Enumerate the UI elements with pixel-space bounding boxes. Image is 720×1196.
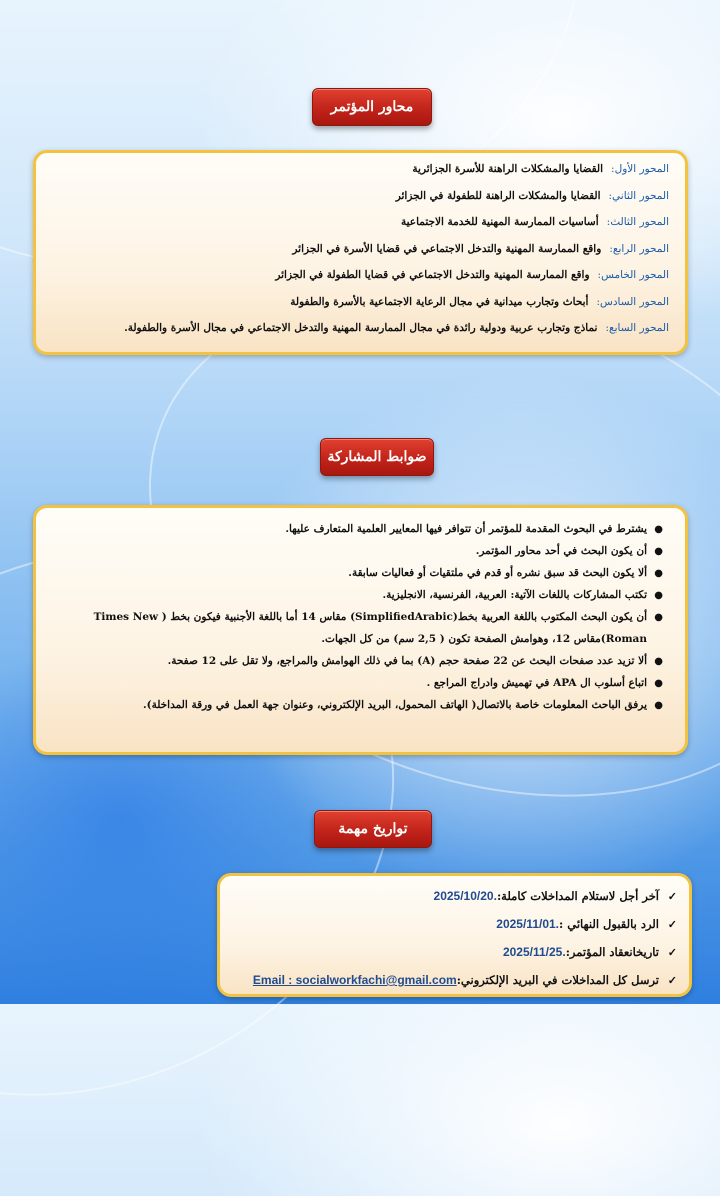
axis-label: المحور الأول: xyxy=(611,163,669,175)
rule-item xyxy=(50,518,667,540)
rule-item xyxy=(50,672,667,694)
axis-label: المحور الثالث: xyxy=(606,216,669,228)
bullet-icon: ● xyxy=(654,678,663,689)
axis-row xyxy=(48,268,669,295)
axis-label: المحور الثاني: xyxy=(608,189,669,202)
checkmark-icon: ✓ xyxy=(667,889,677,903)
rule-text: ألا تزيد عدد صفحات البحث عن 22 صفحة حجم (A) بما في ذلك الهوامش والمراجع، ولا تقل على 12 صفحة. xyxy=(167,655,647,667)
rule-item xyxy=(50,584,667,606)
dates-section-title xyxy=(314,810,432,848)
axis-row xyxy=(48,242,669,269)
date-label: الرد بالقبول النهائي : xyxy=(559,917,659,931)
axis-label: المحور السادس: xyxy=(596,295,669,308)
axis-text: واقع الممارسة المهنية والتدخل الاجتماعي في قضايا الطفولة في الجزائر xyxy=(275,269,590,281)
dates-title-text: تواريخ مهمة xyxy=(338,821,408,837)
rules-section-title xyxy=(320,438,434,476)
axis-text: القضايا والمشكلات الراهنة للطفولة في الجزائر xyxy=(395,189,601,202)
rule-text: ألا يكون البحث قد سبق نشره أو قدم في ملتقيات أو فعاليات سابقة. xyxy=(348,567,647,579)
date-row xyxy=(230,938,677,966)
axes-list xyxy=(48,162,669,348)
rules-title-text: ضوابط المشاركة xyxy=(327,449,427,465)
checkmark-icon: ✓ xyxy=(667,973,677,987)
date-label: ترسل كل المداخلات في البريد الإلكتروني: xyxy=(456,973,659,987)
rule-item xyxy=(50,694,667,718)
axis-label: المحور السابع: xyxy=(605,322,669,334)
rules-panel xyxy=(33,505,688,755)
date-value: 2025/11/25. xyxy=(502,945,566,959)
axis-label: المحور الرابع: xyxy=(609,242,669,255)
rule-text: يرفق الباحث المعلومات خاصة بالاتصال( الهاتف المحمول، البريد الإلكتروني، وعنوان جهة العمل في ورقة المداخلة). xyxy=(142,699,647,711)
date-value: 2025/10/20. xyxy=(433,889,497,903)
date-value: 2025/11/01. xyxy=(496,917,560,931)
rule-text: أن يكون البحث المكتوب باللغة العربية بخط(SimplifiedArabic) مقاس 14 أما باللغة الأجنبية فيكون بخط ( Times New Roman)مقاس 12، وهوامش الصفحة تكون ( 2,5 سم) من كل الجهات. xyxy=(93,611,647,645)
bullet-icon: ● xyxy=(654,700,663,711)
axis-row xyxy=(48,215,669,242)
bullet-icon: ● xyxy=(654,590,663,601)
checkmark-icon: ✓ xyxy=(667,945,677,959)
axis-label: المحور الخامس: xyxy=(597,269,669,281)
axis-text: واقع الممارسة المهنية والتدخل الاجتماعي في قضايا الأسرة في الجزائر xyxy=(292,242,602,255)
checkmark-icon: ✓ xyxy=(667,917,677,931)
axes-title-text: محاور المؤتمر xyxy=(330,99,414,115)
date-row xyxy=(230,910,677,938)
rule-text: اتباع أسلوب ال APA في تهميش وادراج المراجع . xyxy=(426,677,647,689)
axis-row xyxy=(48,295,669,322)
dates-list xyxy=(230,882,677,994)
bullet-icon: ● xyxy=(654,546,663,557)
rule-item xyxy=(50,562,667,584)
rule-item xyxy=(50,540,667,562)
date-row xyxy=(230,966,677,994)
date-label: آخر أجل لاستلام المداخلات كاملة: xyxy=(496,889,659,903)
rule-text: تكتب المشاركات باللغات الآتية: العربية، الفرنسية، الانجليزية. xyxy=(382,589,647,601)
date-row xyxy=(230,882,677,910)
bullet-icon: ● xyxy=(654,524,663,535)
rule-item xyxy=(50,650,667,672)
axis-text: أبحاث وتجارب ميدانية في مجال الرعاية الاجتماعية بالأسرة والطفولة xyxy=(290,295,589,308)
axis-row xyxy=(48,189,669,216)
dates-panel xyxy=(217,873,692,997)
axis-row xyxy=(48,321,669,348)
bullet-icon: ● xyxy=(654,612,663,623)
rule-text: يشترط في البحوث المقدمة للمؤتمر أن تتوافر فيها المعايير العلمية المتعارف عليها. xyxy=(285,523,647,535)
rule-item xyxy=(50,606,667,650)
axis-text: أساسيات الممارسة المهنية للخدمة الاجتماعية xyxy=(401,216,599,228)
axis-row xyxy=(48,162,669,189)
email-link[interactable]: Email : socialworkfachi@gmail.com xyxy=(252,973,457,987)
axis-text: القضايا والمشكلات الراهنة للأسرة الجزائرية xyxy=(412,163,604,175)
rules-list xyxy=(50,518,667,718)
axis-text: نماذج وتجارب عربية ودولية رائدة في مجال الممارسة المهنية والتدخل الاجتماعي في مجال الأسرة والطفولة. xyxy=(124,322,598,334)
axes-section-title xyxy=(312,88,432,126)
rule-text: أن يكون البحث في أحد محاور المؤتمر. xyxy=(475,545,647,557)
date-label: تاريخانعقاد المؤتمر: xyxy=(565,945,659,959)
axes-panel xyxy=(33,150,688,355)
bullet-icon: ● xyxy=(654,568,663,579)
bullet-icon: ● xyxy=(654,656,663,667)
